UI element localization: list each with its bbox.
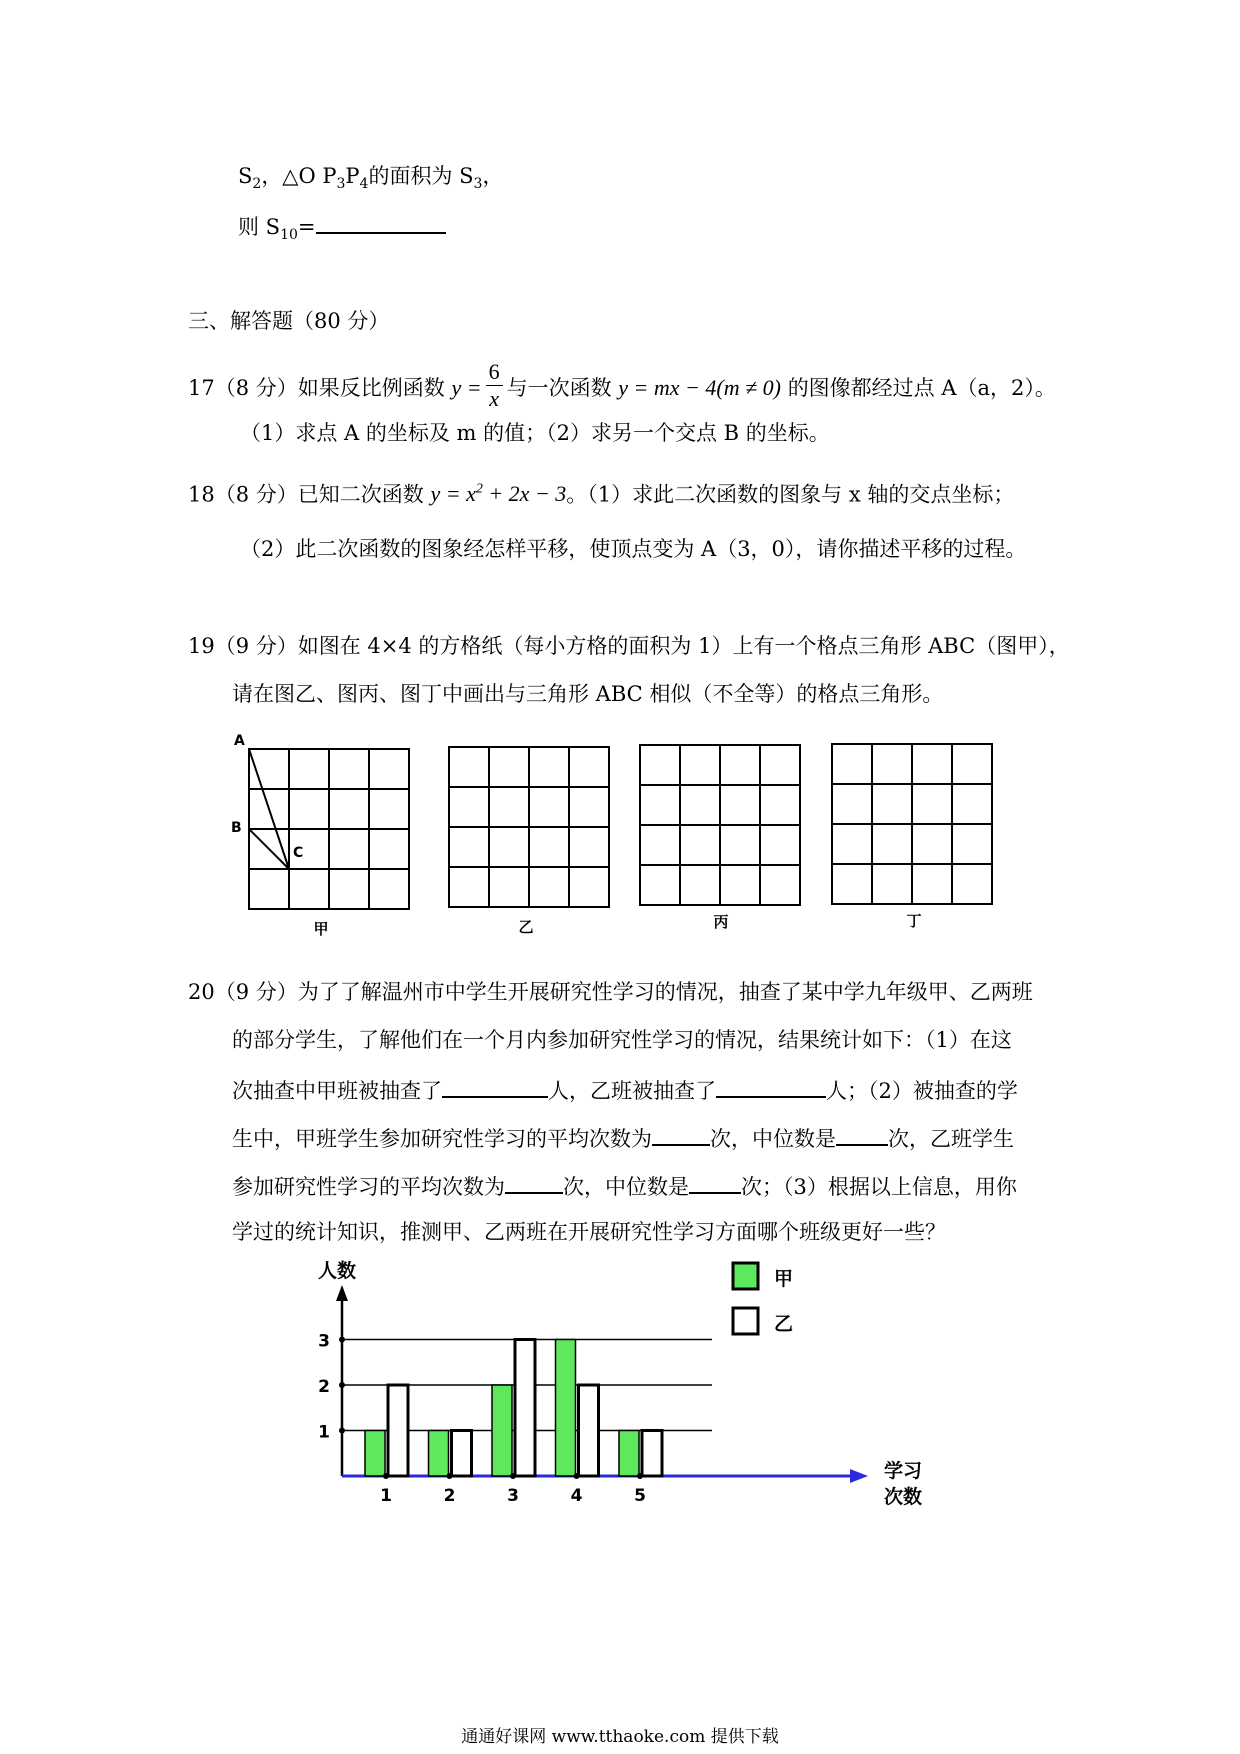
triangle-abc [249, 749, 289, 869]
q20-line4-c: 次，乙班学生 [888, 1127, 1014, 1151]
then-prefix: 则 S [238, 215, 281, 239]
bar-yi-3 [515, 1340, 535, 1477]
s3-subscript: 3 [473, 176, 483, 193]
blank-yi-median[interactable] [689, 1170, 741, 1194]
bar-jia-2 [429, 1431, 449, 1477]
p4-subscript: 4 [359, 176, 369, 193]
grid-label-ding: 丁 [906, 912, 922, 930]
x-tick-label: 2 [443, 1486, 456, 1506]
bar-yi-4 [579, 1385, 599, 1476]
grid-yi[interactable] [449, 747, 609, 907]
s2-subscript: 2 [252, 176, 262, 193]
bar-yi-1 [388, 1385, 408, 1476]
blank-jia-count[interactable] [442, 1074, 548, 1098]
p3-subscript: 3 [336, 176, 346, 193]
blank-yi-count[interactable] [716, 1074, 826, 1098]
q20-line3-a: 次抽查中甲班被抽查了 [232, 1079, 442, 1103]
x-tick-mark-4 [574, 1473, 580, 1479]
x-tick-mark-3 [510, 1473, 516, 1479]
y-axis-title: 人数 [317, 1260, 357, 1282]
grid-label-bing: 丙 [713, 913, 729, 931]
y-tick-mark-3 [339, 1337, 345, 1343]
end-comma: ， [482, 164, 504, 188]
point-label-a: A [234, 733, 245, 749]
x-tick-label: 1 [380, 1486, 392, 1506]
q16-area-line [238, 162, 503, 198]
y-tick-label: 2 [318, 1377, 330, 1397]
q17-fraction [486, 359, 503, 412]
grid-label-jia: 甲 [313, 920, 329, 938]
bar-chart [0, 1255, 1240, 1515]
q20-line4-b: 次，中位数是 [710, 1127, 836, 1151]
s10-subscript: 10 [280, 227, 298, 244]
q17-head: 17（8 分）如果反比例函数 [188, 376, 445, 400]
bar-jia-3 [492, 1385, 512, 1476]
bar-yi-5 [642, 1431, 662, 1477]
q20-line3-b: 人，乙班被抽查了 [548, 1079, 716, 1103]
q18-line1 [188, 476, 1014, 508]
legend-swatch-jia [733, 1263, 758, 1289]
legend-swatch-yi [733, 1308, 758, 1334]
p-letter: P [345, 164, 360, 188]
q17-y-equals: y = [451, 375, 482, 400]
grid-jia [249, 749, 409, 909]
equals-sign: = [297, 215, 316, 239]
q20-line1: 20（9 分）为了了解温州市中学生开展研究性学习的情况，抽查了某中学九年级甲、乙两班 [188, 980, 1033, 1004]
blank-jia-median[interactable] [836, 1122, 888, 1146]
fraction-denominator: x [489, 386, 499, 411]
triangle-text: ，△O P [261, 164, 337, 188]
q20-line5-c: 次；（3）根据以上信息，用你 [741, 1175, 1017, 1199]
q20-line5-a: 参加研究性学习的平均次数为 [232, 1175, 505, 1199]
legend [733, 1263, 793, 1335]
q18-eq-part-a: y = x [430, 481, 476, 507]
y-tick-label: 3 [318, 1331, 330, 1352]
point-label-b: B [231, 820, 242, 836]
fraction-numerator: 6 [486, 359, 503, 386]
x-tick-mark-2 [447, 1473, 453, 1479]
x-tick-label: 3 [507, 1486, 519, 1506]
y-axis-arrow-icon [336, 1285, 348, 1301]
q20-line4 [232, 1122, 1014, 1153]
grid-figures [0, 725, 1240, 965]
q19-line2: 请在图乙、图丙、图丁中画出与三角形 ABC 相似（不全等）的格点三角形。 [232, 682, 944, 706]
area-text: 的面积为 S [368, 164, 474, 188]
q18-eq-part-b: + 2x − 3 [482, 481, 567, 507]
grid-ding[interactable] [832, 744, 992, 904]
q18-line2: （2）此二次函数的图象经怎样平移，使顶点变为 A（3，0），请你描述平移的过程。 [240, 537, 1027, 561]
x-axis-title-line2: 次数 [883, 1486, 923, 1508]
bar-jia-4 [556, 1340, 576, 1477]
q18-eq-exponent: 2 [475, 482, 483, 497]
q18-head: 18（8 分）已知二次函数 [188, 482, 424, 507]
y-tick-mark-1 [339, 1428, 345, 1434]
s2-symbol: S [238, 164, 253, 188]
q17-line2: （1）求点 A 的坐标及 m 的值；（2）求另一个交点 B 的坐标。 [240, 421, 830, 445]
q17-mid: 与一次函数 [506, 376, 612, 400]
q20-line2: 的部分学生，了解他们在一个月内参加研究性学习的情况，结果统计如下：（1）在这 [232, 1028, 1012, 1052]
q17-linear-function: y = mx − 4(m ≠ 0) [618, 375, 781, 400]
grid-label-yi: 乙 [518, 918, 534, 936]
bar-jia-5 [619, 1431, 639, 1477]
blank-yi-mean[interactable] [505, 1170, 563, 1194]
q16-answer-line [238, 210, 446, 249]
grid-bing[interactable] [640, 745, 800, 905]
x-tick-label: 4 [570, 1486, 583, 1506]
answer-blank-s10[interactable] [316, 210, 446, 234]
x-axis-arrow-icon [850, 1469, 868, 1483]
x-axis-title-line1: 学习 [883, 1460, 923, 1482]
q20-line4-a: 生中，甲班学生参加研究性学习的平均次数为 [232, 1127, 652, 1151]
legend-label-jia: 甲 [774, 1268, 794, 1290]
bar-yi-2 [452, 1431, 472, 1477]
q20-line5 [232, 1170, 1017, 1201]
x-tick-label: 5 [634, 1486, 646, 1506]
bar-jia-1 [365, 1431, 385, 1477]
x-tick-mark-1 [383, 1473, 389, 1479]
blank-jia-mean[interactable] [652, 1122, 710, 1146]
q20-line6: 学过的统计知识，推测甲、乙两班在开展研究性学习方面哪个班级更好一些？ [232, 1220, 946, 1244]
y-tick-mark-2 [339, 1382, 345, 1388]
y-tick-label: 1 [318, 1422, 330, 1443]
q20-line3 [232, 1074, 1018, 1105]
legend-label-yi: 乙 [774, 1313, 794, 1335]
x-tick-mark-5 [637, 1473, 643, 1479]
q19-line1: 19（9 分）如图在 4×4 的方格纸（每小方格的面积为 1）上有一个格点三角形 ABC（图甲）， [188, 634, 1070, 658]
section-title: 三、解答题（80 分） [188, 309, 390, 333]
q20-line5-b: 次，中位数是 [563, 1175, 689, 1199]
footer: 通通好课网 www.tthaoke.com 提供下载 [461, 1727, 779, 1747]
q18-tail: 。（1）求此二次函数的图象与 x 轴的交点坐标； [566, 482, 1015, 507]
point-label-c: C [293, 845, 304, 861]
q17-tail: 的图像都经过点 A（a，2）。 [787, 376, 1056, 400]
q20-line3-c: 人；（2）被抽查的学 [826, 1079, 1018, 1103]
q17-line1 [188, 358, 1056, 418]
q18-equation [430, 481, 566, 506]
